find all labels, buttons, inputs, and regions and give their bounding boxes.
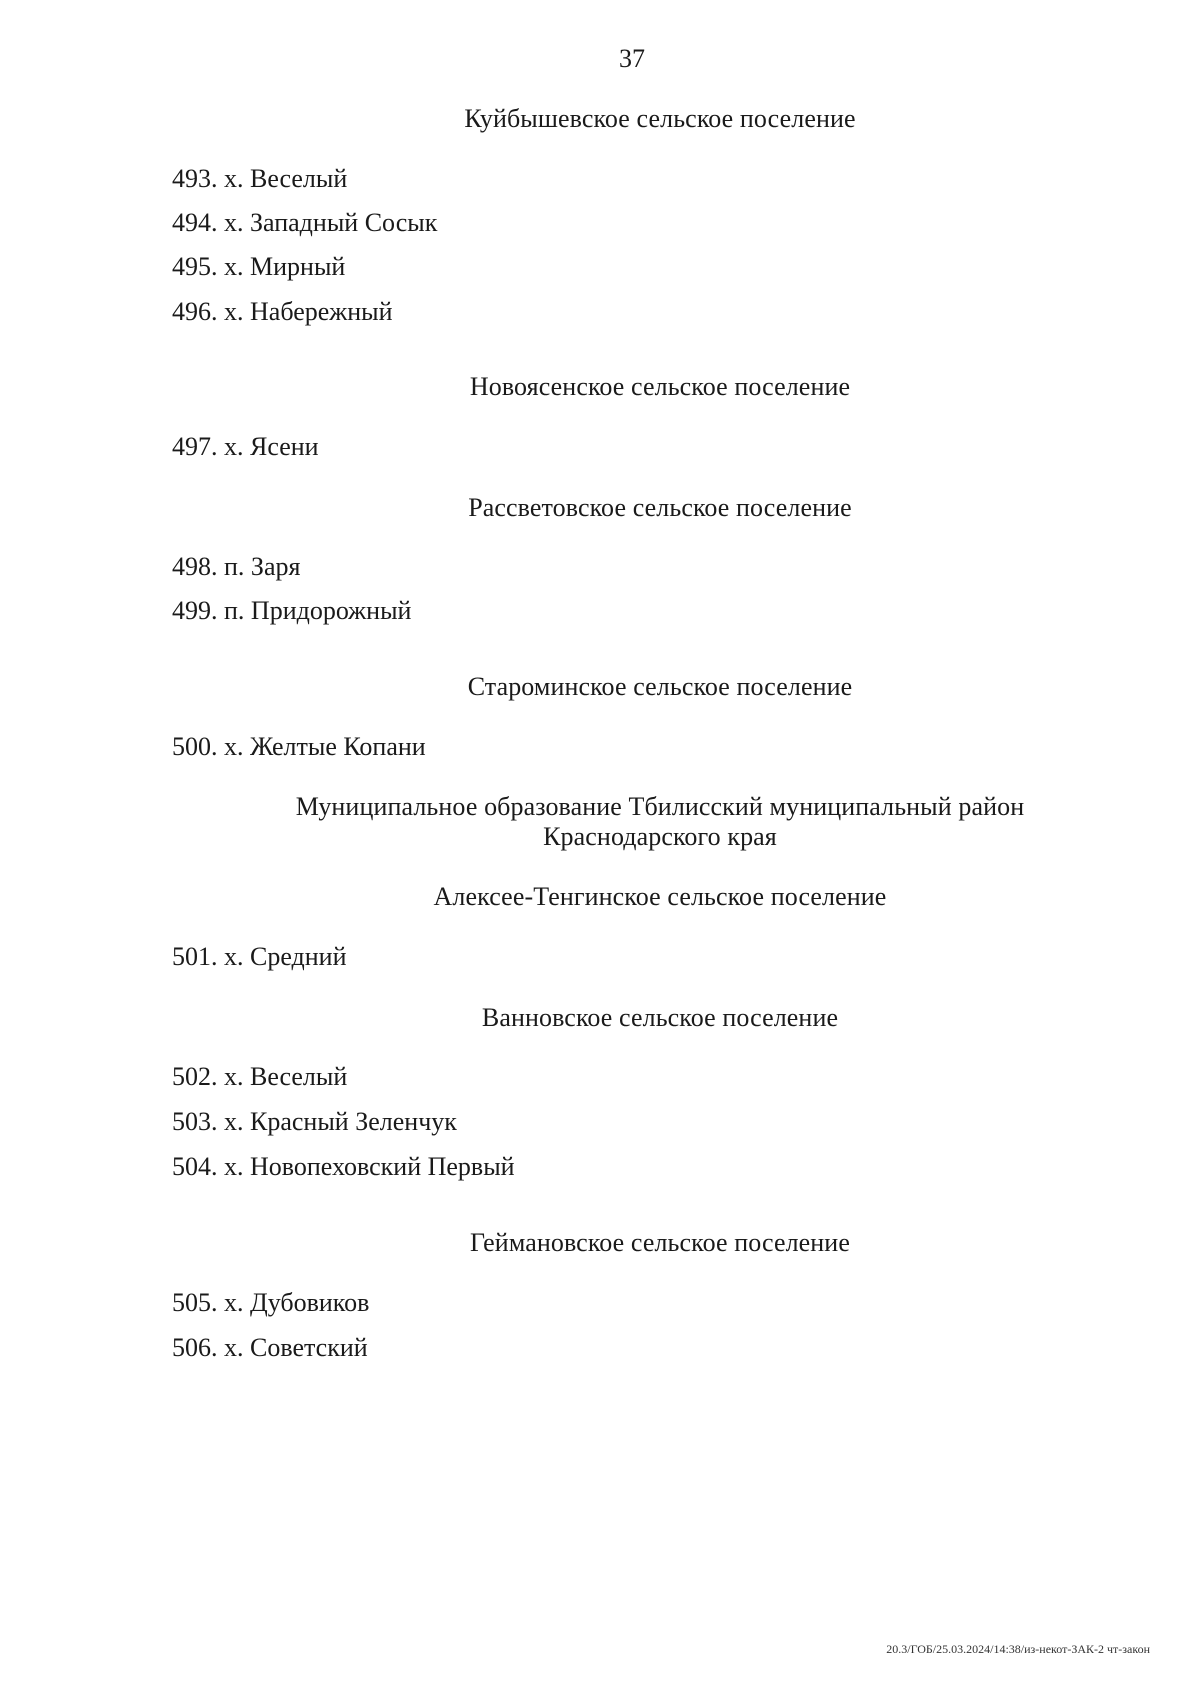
list-item: 495. х. Мирный bbox=[172, 252, 346, 281]
list-item: 494. х. Западный Сосык bbox=[172, 208, 438, 237]
section-heading-vannovskoe: Ванновское сельское поселение bbox=[481, 1003, 839, 1032]
list-item: 506. х. Советский bbox=[172, 1333, 368, 1362]
section-heading-starominskoe: Староминское сельское поселение bbox=[467, 672, 853, 701]
document-footer-code: 20.3/ГОБ/25.03.2024/14:38/из-некот-ЗАК-2 чт-закон bbox=[886, 1642, 1150, 1656]
list-item: 499. п. Придорожный bbox=[172, 596, 412, 625]
list-item: 501. х. Средний bbox=[172, 942, 347, 971]
list-item: 498. п. Заря bbox=[172, 552, 301, 581]
section-heading-rassvetovskoe: Рассветовское сельское поселение bbox=[468, 493, 852, 522]
section-heading-geimanovskoe: Геймановское сельское поселение bbox=[470, 1228, 850, 1257]
list-item: 505. х. Дубовиков bbox=[172, 1288, 370, 1317]
page-number: 37 bbox=[619, 44, 645, 73]
district-heading-line-1: Муниципальное образование Тбилисский муниципальный район bbox=[295, 792, 1025, 821]
section-heading-novoyasenskoe: Новоясенское сельское поселение bbox=[469, 372, 851, 401]
section-heading-kuibyshevskoe: Куйбышевское сельское поселение bbox=[464, 104, 856, 133]
section-heading-aleksee-tenginskoe: Алексее-Тенгинское сельское поселение bbox=[433, 882, 887, 911]
list-item: 502. х. Веселый bbox=[172, 1062, 348, 1091]
list-item: 503. х. Красный Зеленчук bbox=[172, 1107, 457, 1136]
list-item: 504. х. Новопеховский Первый bbox=[172, 1152, 515, 1181]
list-item: 493. х. Веселый bbox=[172, 164, 348, 193]
list-item: 496. х. Набережный bbox=[172, 297, 393, 326]
district-heading-line-2: Краснодарского края bbox=[543, 822, 777, 851]
list-item: 500. х. Желтые Копани bbox=[172, 732, 426, 761]
list-item: 497. х. Ясени bbox=[172, 432, 319, 461]
